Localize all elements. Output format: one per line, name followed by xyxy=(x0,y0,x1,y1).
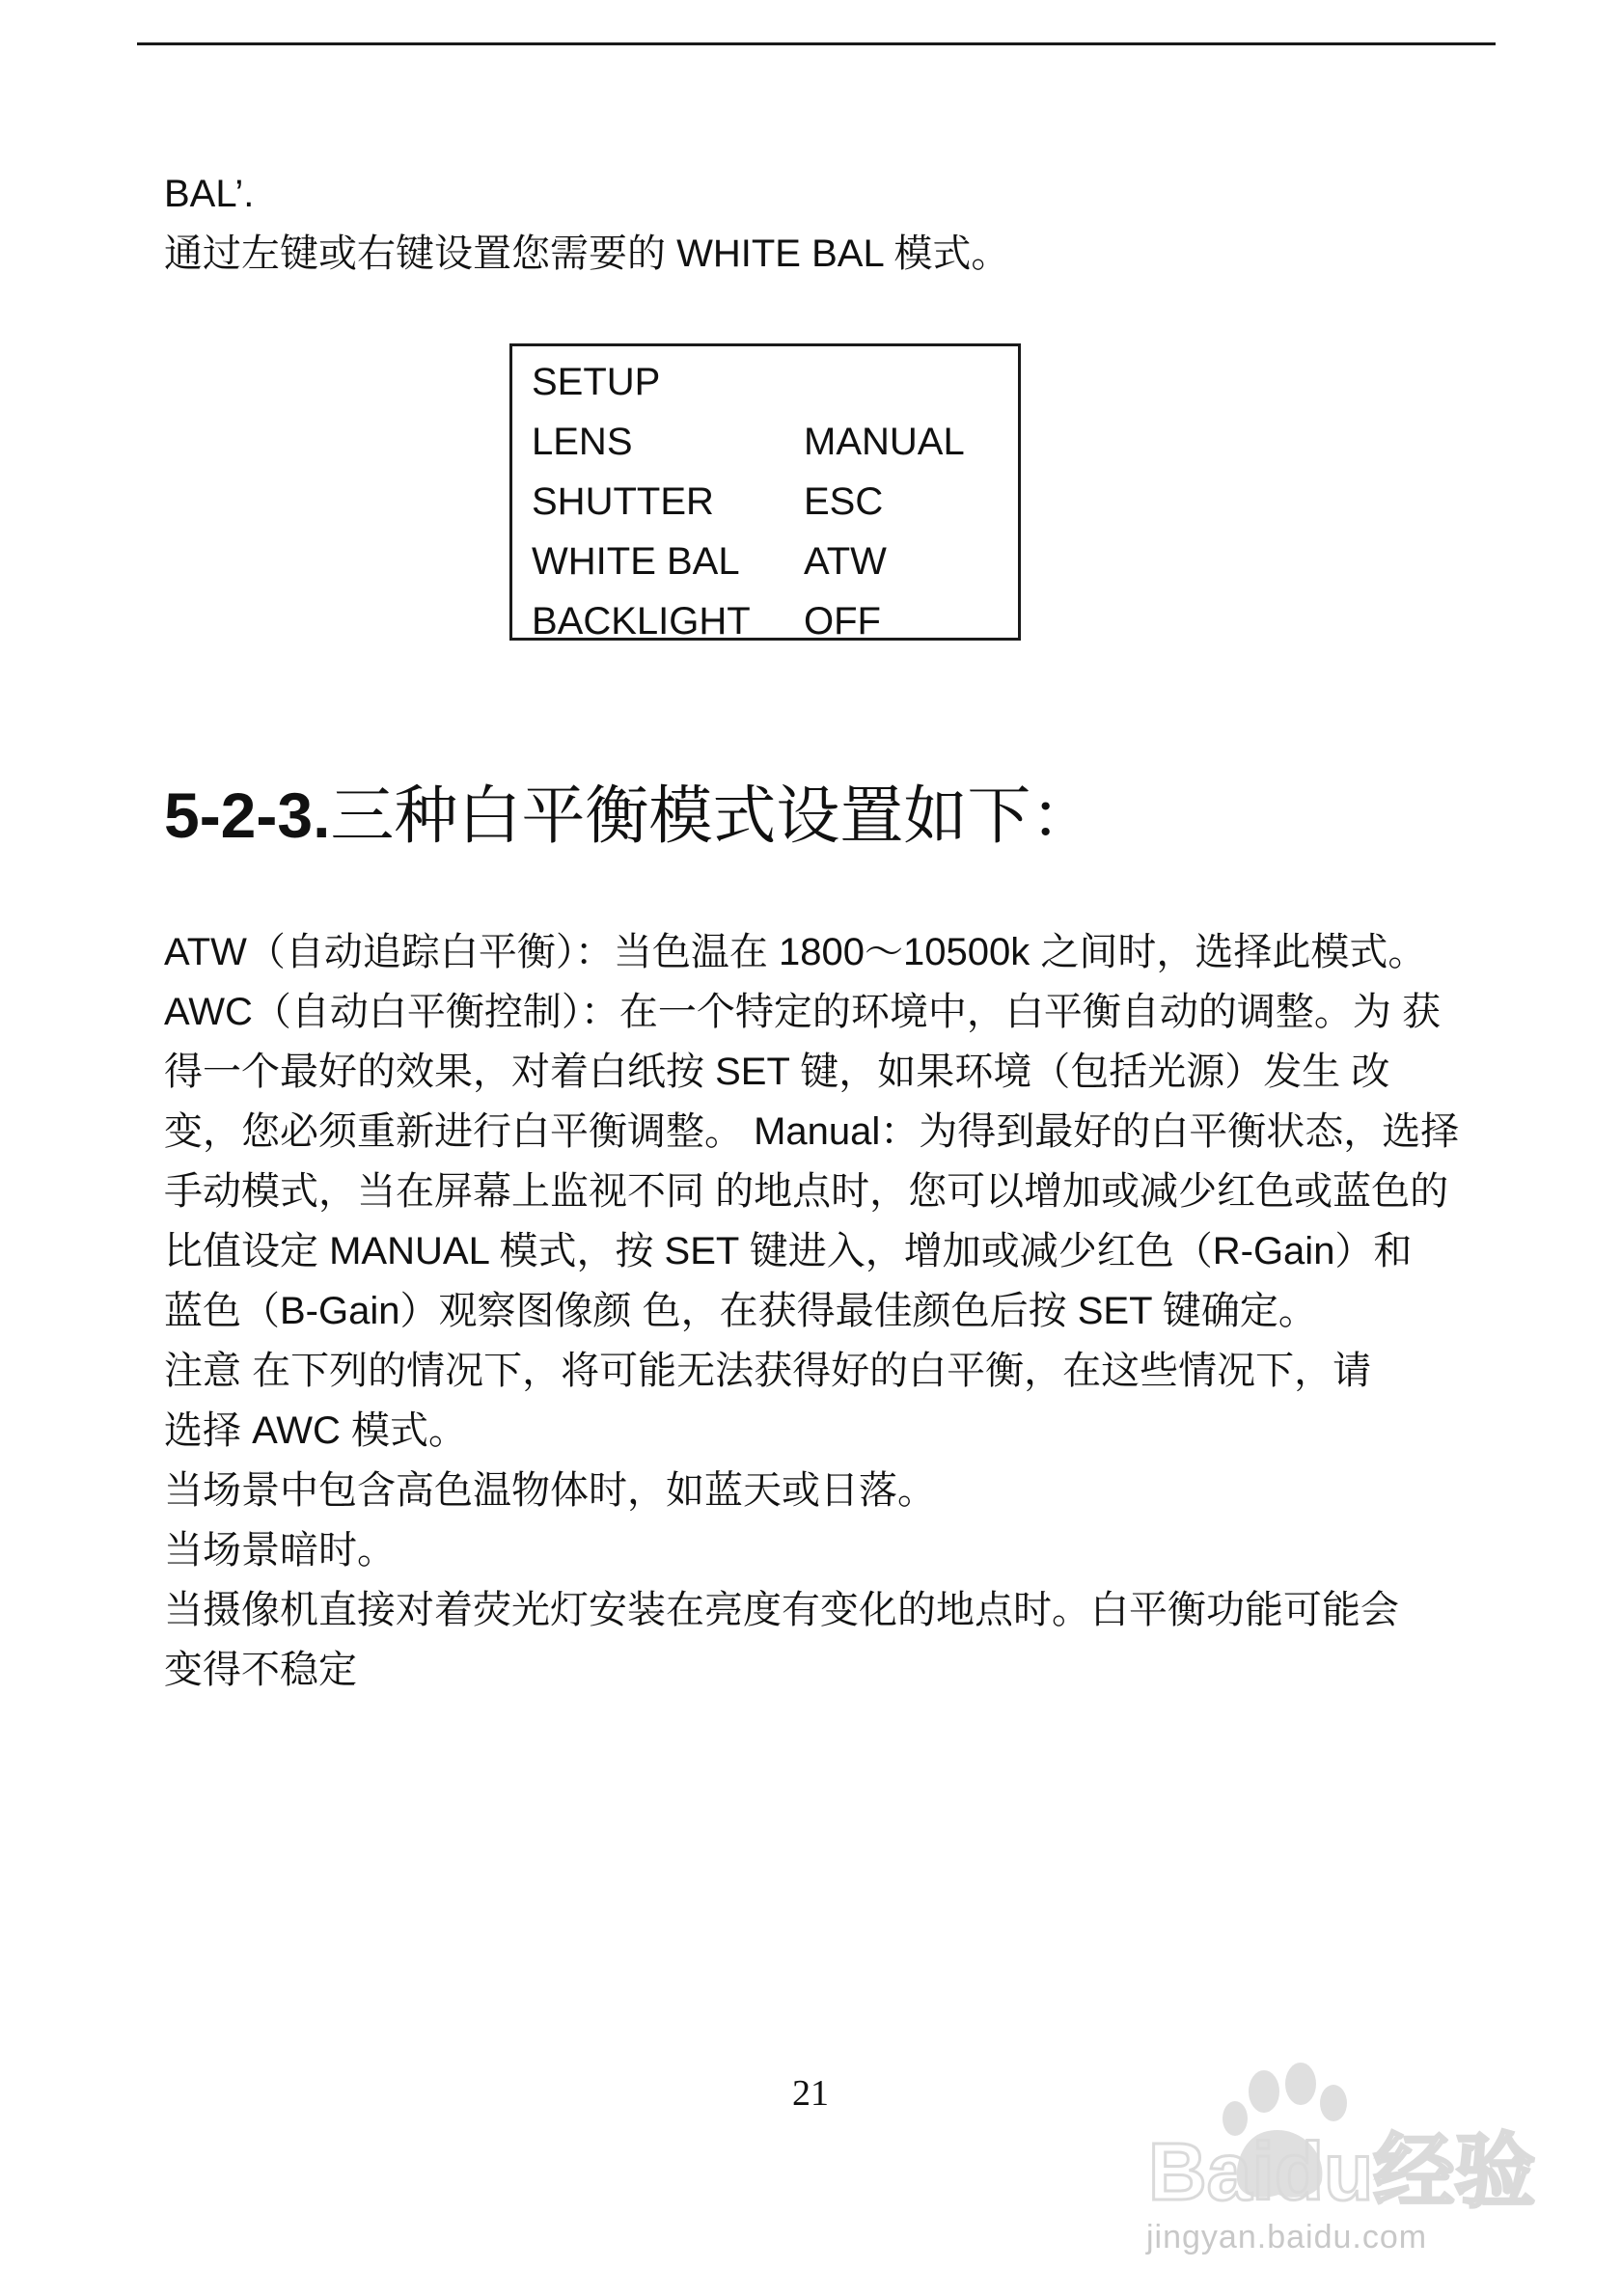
body-line: 当场景中包含高色温物体时，如蓝天或日落。 xyxy=(164,1469,936,1512)
setup-row-white-bal xyxy=(532,532,887,591)
setup-row-value: ESC xyxy=(804,480,884,523)
setup-row-key: SHUTTER xyxy=(532,480,714,523)
body-line: 蓝色（B-Gain）观察图像颜 色，在获得最佳颜色后按 SET 键确定。 xyxy=(164,1290,1317,1332)
body-line: 当摄像机直接对着荧光灯安装在亮度有变化的地点时。白平衡功能可能会 xyxy=(164,1589,1399,1631)
body-line: 变得不稳定 xyxy=(164,1649,357,1691)
body-line: 变，您必须重新进行白平衡调整。 Manual：为得到最好的白平衡状态，选择 xyxy=(164,1110,1460,1153)
setup-row-shutter xyxy=(532,472,883,532)
section-number: 5-2-3. xyxy=(164,779,331,851)
body-line: 注意 在下列的情况下，将可能无法获得好的白平衡，在这些情况下，请 xyxy=(164,1350,1372,1392)
page-number: 21 xyxy=(792,2073,829,2114)
section-heading xyxy=(164,772,1094,859)
setup-row-key: LENS xyxy=(532,421,633,463)
watermark-brand-text: Baidu经验 xyxy=(1148,2126,1536,2217)
setup-row-key: BACKLIGHT xyxy=(532,600,751,642)
header-rule xyxy=(137,42,1496,45)
body-line: AWC（自动白平衡控制）：在一个特定的环境中，白平衡自动的调整。为 获 xyxy=(164,991,1441,1033)
setup-row-key: WHITE BAL xyxy=(532,540,740,583)
setup-row-value: ATW xyxy=(804,540,887,583)
body-line: 当场景暗时。 xyxy=(164,1529,396,1572)
watermark-url: jingyan.baidu.com xyxy=(1146,2219,1428,2255)
setup-row-value: OFF xyxy=(804,600,881,642)
body-line: 手动模式，当在屏幕上监视不同 的地点时，您可以增加或减少红色或蓝色的 xyxy=(164,1170,1449,1213)
body-line: 得一个最好的效果，对着白纸按 SET 键，如果环境（包括光源）发生 改 xyxy=(164,1051,1390,1093)
setup-row-lens xyxy=(532,412,965,472)
setup-menu-title: SETUP xyxy=(532,361,661,403)
setup-row-value: MANUAL xyxy=(804,421,965,463)
text-line-bal: BAL’. xyxy=(164,173,255,215)
body-paragraphs xyxy=(164,922,1515,1700)
body-line: ATW（自动追踪白平衡）：当色温在 1800～10500k 之间时，选择此模式。 xyxy=(164,931,1427,973)
text-line-instruction: 通过左键或右键设置您需要的 WHITE BAL 模式。 xyxy=(164,232,1010,275)
setup-menu-box xyxy=(509,343,1021,641)
setup-row-backlight xyxy=(532,591,881,651)
body-line: 比值设定 MANUAL 模式，按 SET 键进入，增加或减少红色（R-Gain）和 xyxy=(164,1230,1413,1272)
body-line: 选择 AWC 模式。 xyxy=(164,1409,468,1452)
section-title: 三种白平衡模式设置如下： xyxy=(330,779,1095,851)
